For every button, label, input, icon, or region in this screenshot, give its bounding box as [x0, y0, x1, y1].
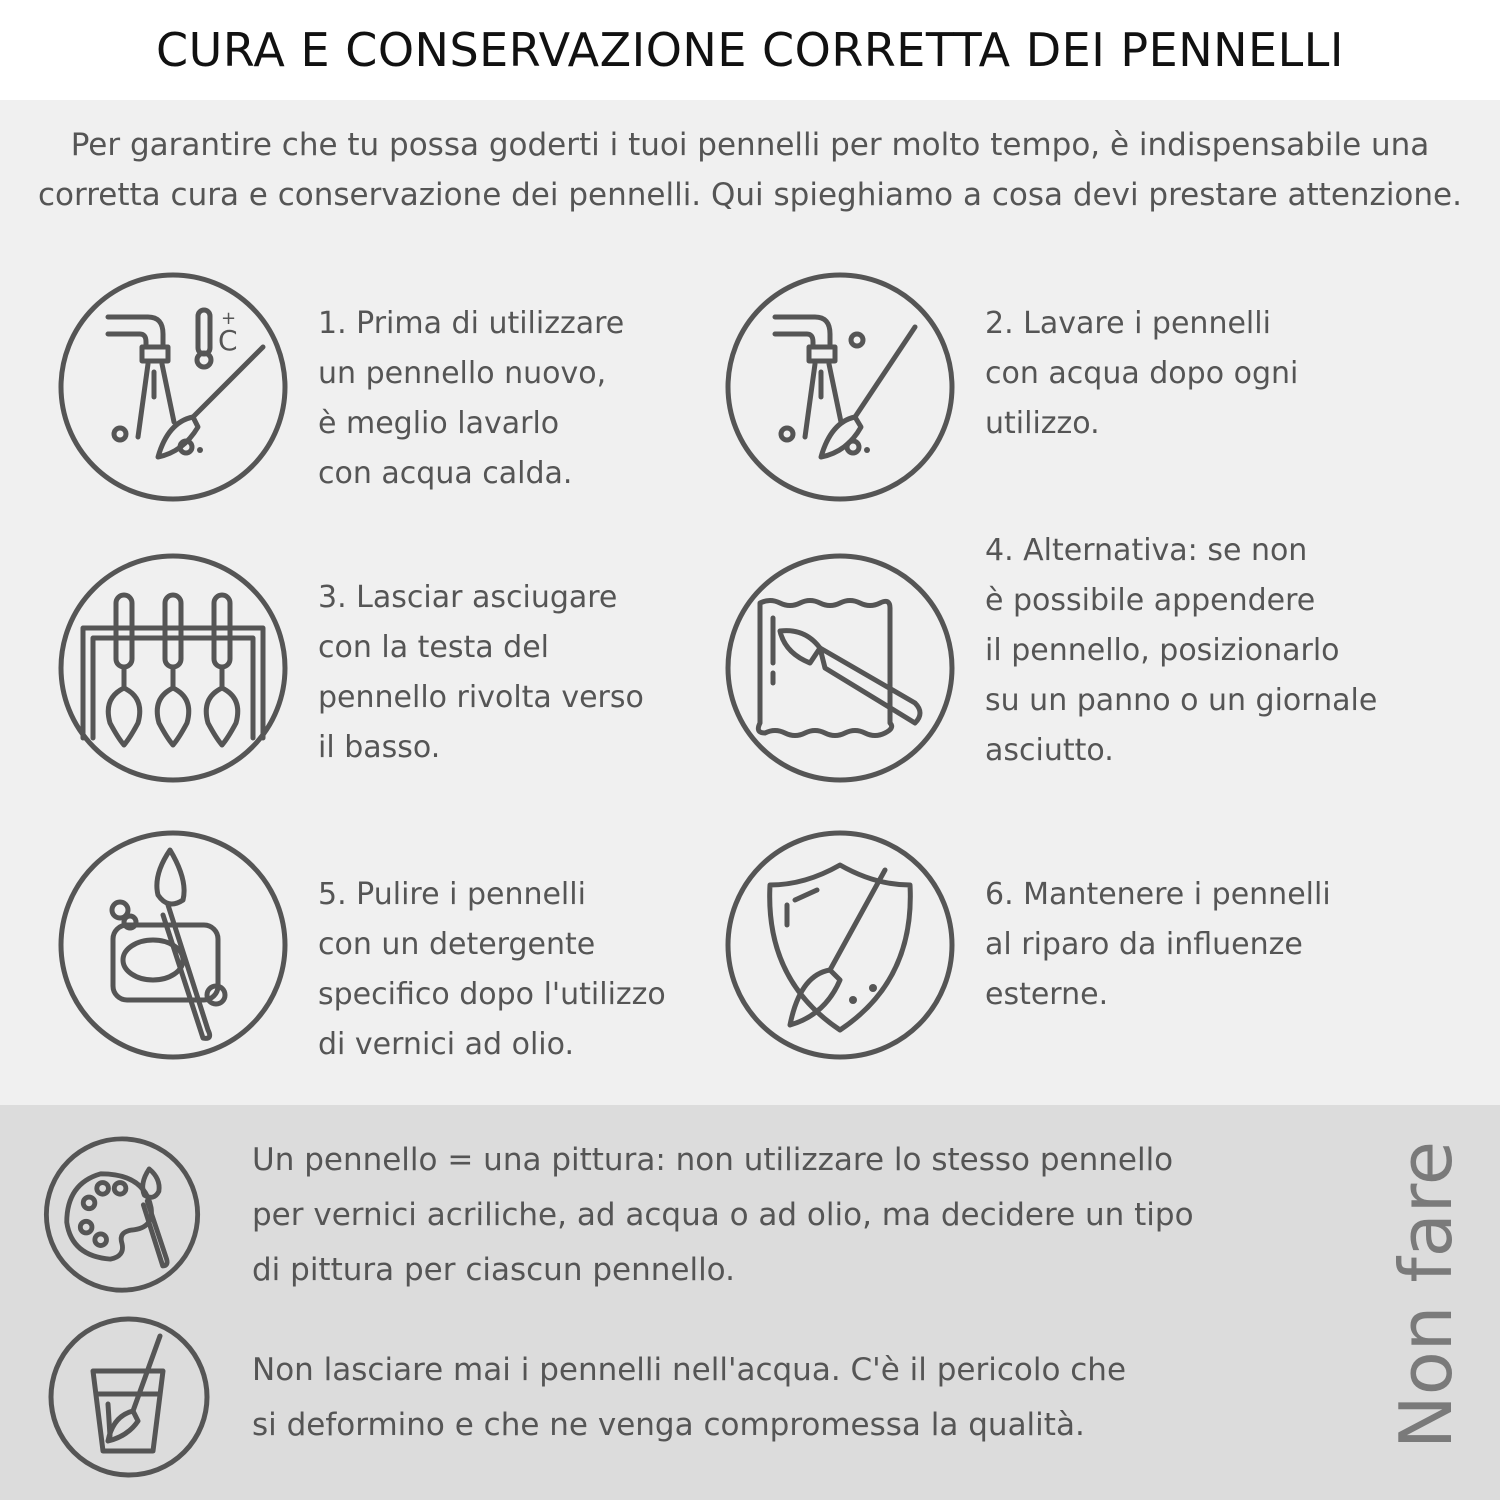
intro-text: Per garantire che tu possa goderti i tuoi pennelli per molto tempo, è indispensabile una corretta cura e conservazione dei pennelli. Qui spieghiamo a cosa devi prestare attenzione. — [38, 127, 1462, 213]
step-6 — [725, 830, 1455, 1070]
dont-item-1-text: Un pennello = una pittura: non utilizzare lo stesso pennello per vernici acriliche, ad acqua o ad olio, ma decidere un tipo di pittura per ciascun pennello. — [252, 1142, 1194, 1288]
step-5-text: 5. Pulire i pennelli con un detergente specifico dopo l'utilizzo di vernici ad olio. — [318, 877, 666, 1062]
svg-text:+: + — [221, 308, 237, 329]
header — [0, 0, 1500, 100]
svg-text:C: C — [218, 324, 238, 357]
step-1-text: 1. Prima di utilizzare un pennello nuovo, è meglio lavarlo con acqua calda. — [318, 306, 625, 491]
step-1 — [58, 272, 788, 512]
step-3 — [58, 553, 788, 793]
brush-on-cloth-icon — [725, 553, 955, 783]
shield-brush-icon — [725, 830, 955, 1060]
soap-brush-icon — [58, 830, 288, 1060]
step-6-text: 6. Mantenere i pennelli al riparo da influenze esterne. — [985, 877, 1331, 1012]
step-2 — [725, 272, 1455, 512]
step-3-text: 3. Lasciar asciugare con la testa del pennello rivolta verso il basso. — [318, 580, 644, 765]
dont-vertical-label — [1376, 1140, 1476, 1450]
step-5 — [58, 830, 788, 1070]
step-4 — [725, 533, 1455, 793]
step-2-text: 2. Lavare i pennelli con acqua dopo ogni utilizzo. — [985, 306, 1299, 441]
faucet-water-brush-icon — [725, 272, 955, 502]
glass-water-brush-icon — [48, 1316, 210, 1478]
faucet-hot-water-brush-icon — [58, 272, 288, 502]
step-4-text: 4. Alternativa: se non è possibile appendere il pennello, posizionarlo su un panno o un giornale asciutto. — [985, 533, 1378, 768]
palette-brush-icon — [40, 1135, 205, 1295]
dont-item-2-text: Non lasciare mai i pennelli nell'acqua. C'è il pericolo che si deformino e che ne venga compromessa la qualità. — [252, 1352, 1127, 1443]
dont-label: Non fare — [1384, 1140, 1468, 1450]
page-title: CURA E CONSERVAZIONE CORRETTA DEI PENNELLI — [156, 23, 1344, 77]
hanging-brushes-icon — [58, 553, 288, 783]
